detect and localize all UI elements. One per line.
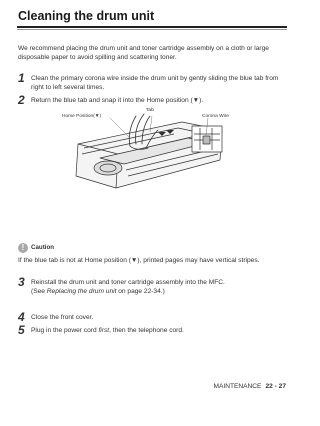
step-text-main: Reinstall the drum unit and toner cartridge assembly into the MFC.	[31, 279, 225, 286]
step-5	[18, 323, 290, 337]
caution-exclamation-icon: !	[18, 243, 28, 253]
footer-section: MAINTENANCE	[213, 383, 262, 390]
step-number: 4	[18, 310, 25, 324]
title-rule	[17, 26, 287, 28]
page-footer	[213, 383, 286, 390]
step-text	[31, 326, 290, 335]
label-tab: Tab	[146, 108, 154, 113]
step-number: 2	[18, 93, 25, 107]
label-corona-wire: Corona Wire	[202, 114, 229, 119]
step-reference-suffix: on page 22-34.)	[116, 288, 165, 295]
drum-unit-drawing	[70, 110, 230, 198]
step-number: 5	[18, 323, 25, 337]
drum-unit-illustration	[62, 108, 230, 198]
step-4	[18, 310, 290, 324]
step-text	[31, 278, 290, 296]
step-1	[18, 71, 290, 94]
caution-text: If the blue tab is not at Home position (▼), printed pages may have vertical stripes.	[18, 257, 260, 264]
label-home-position: Home Position(▼)	[62, 114, 102, 119]
step-2	[18, 93, 290, 107]
step-number: 1	[18, 71, 25, 85]
intro-paragraph: We recommend placing the drum unit and toner cartridge assembly on a cloth or large disposable paper to avoid spilling and scattering toner.	[18, 45, 269, 61]
step-text: Return the blue tab and snap it into the Home position (▼).	[31, 97, 204, 104]
step-3	[18, 275, 290, 310]
step-text-emphasis: first	[98, 327, 110, 334]
section-title: Cleaning the drum unit	[18, 9, 155, 23]
step-reference-link: Replacing the drum unit	[46, 288, 117, 295]
caution-label: Caution	[31, 244, 55, 251]
step-text-after: , then the telephone cord.	[109, 327, 184, 334]
step-number: 3	[18, 275, 25, 289]
step-reference-prefix: (See	[31, 288, 47, 295]
title-rule-thin	[17, 29, 287, 30]
page-number: 22 - 27	[265, 383, 286, 390]
step-text-before: Plug in the power cord	[31, 327, 99, 334]
step-text: Clean the primary corona wire inside the drum unit by gently sliding the blue tab from right to left several times.	[31, 75, 279, 91]
step-text: Close the front cover.	[31, 314, 94, 321]
